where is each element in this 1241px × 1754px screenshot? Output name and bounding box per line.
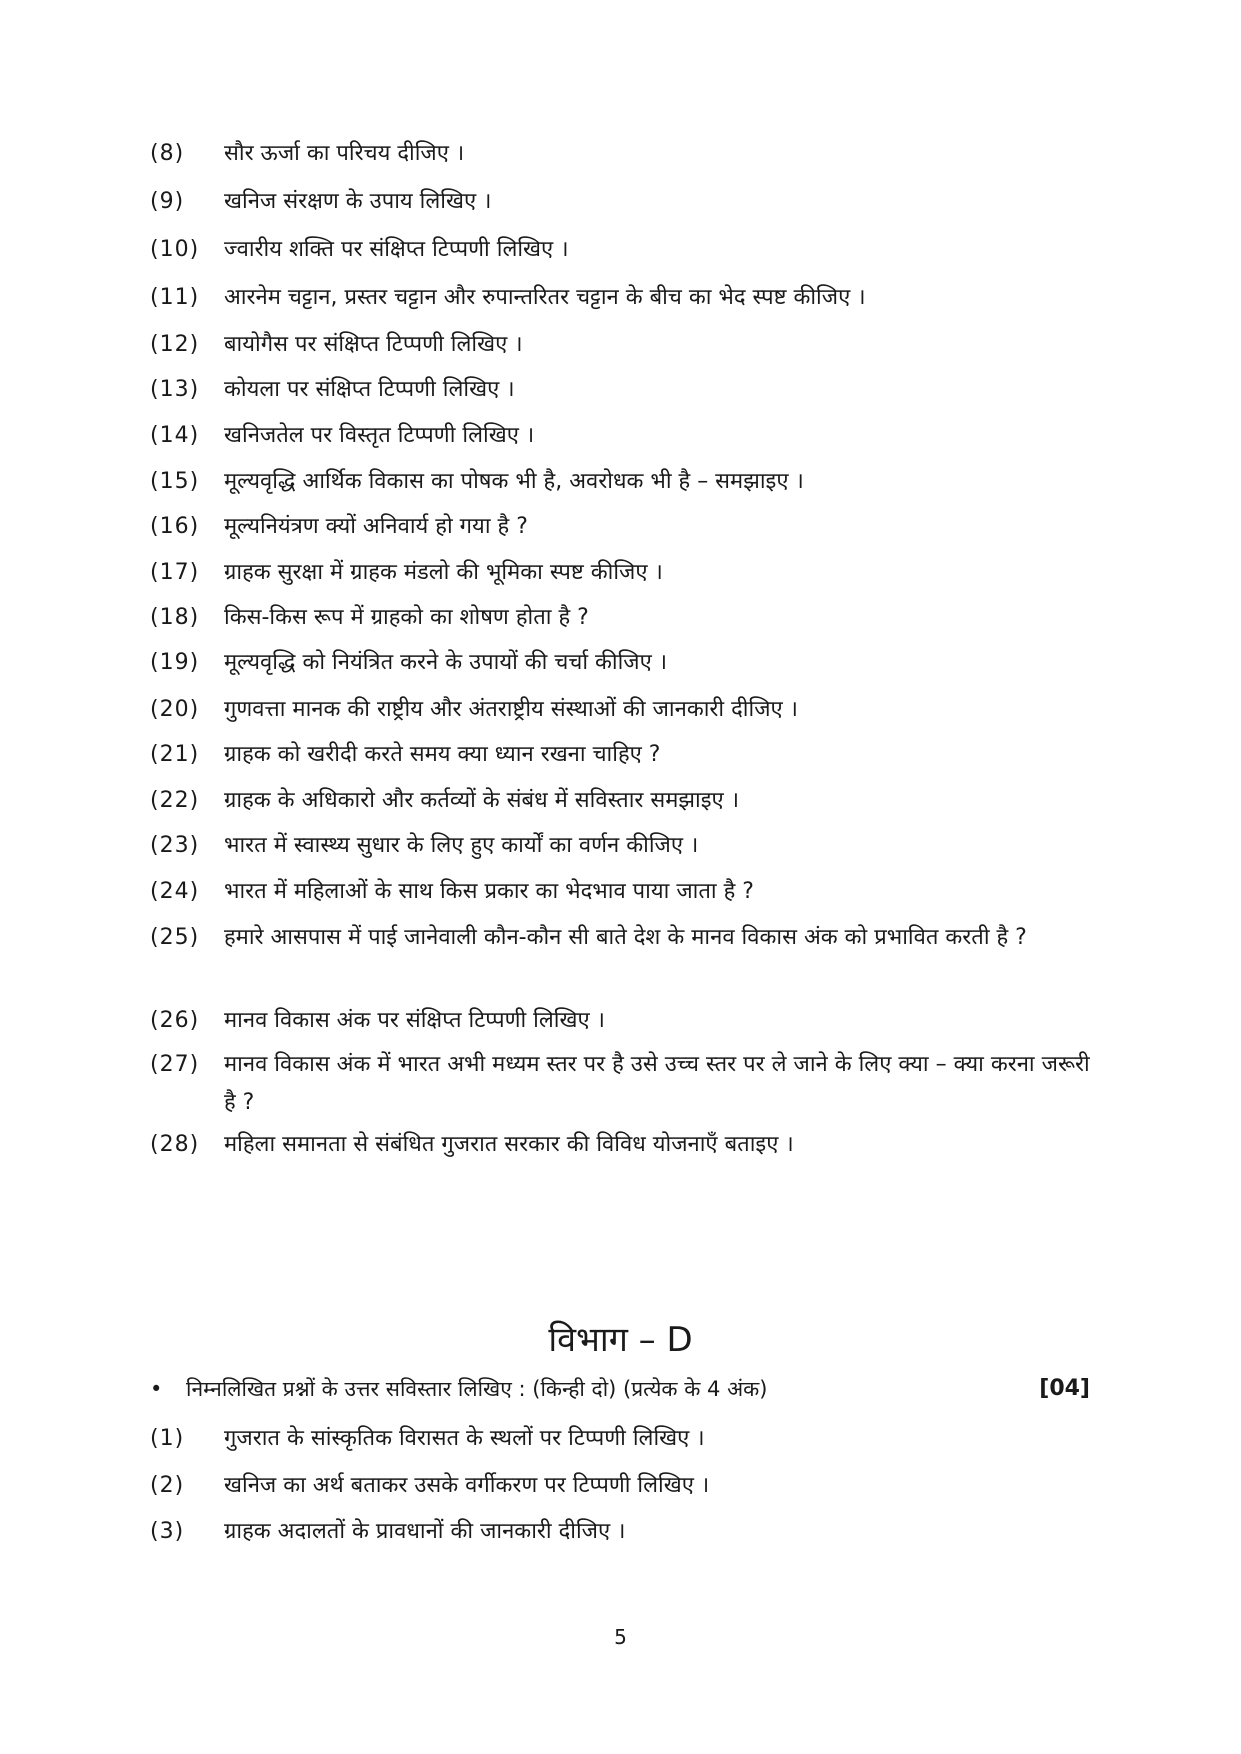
question-text: मूल्यवृद्धि आर्थिक विकास का पोषक भी है, अवरोधक भी है – समझाइए । xyxy=(224,469,804,494)
question-9 xyxy=(150,183,1100,221)
question-19 xyxy=(150,644,1100,682)
question-text: गुणवत्ता मानक की राष्ट्रीय और अंतराष्ट्रीय संस्थाओं की जानकारी दीजिए । xyxy=(224,697,799,722)
question-text: खनिज संरक्षण के उपाय लिखिए । xyxy=(224,189,492,214)
question-number: (14) xyxy=(150,423,200,448)
question-text: बायोगैस पर संक्षिप्त टिप्पणी लिखिए । xyxy=(224,332,523,357)
question-number: (27) xyxy=(150,1052,200,1077)
question-text: हमारे आसपास में पाई जानेवाली कौन-कौन सी बाते देश के मानव विकास अंक को प्रभावित करती है ? xyxy=(224,925,1027,950)
question-text: कोयला पर संक्षिप्त टिप्पणी लिखिए । xyxy=(224,377,515,402)
question-24 xyxy=(150,873,1100,911)
question-number: (19) xyxy=(150,650,200,675)
question-18 xyxy=(150,599,1100,637)
question-number: (16) xyxy=(150,514,200,539)
question-number: (8) xyxy=(150,141,185,166)
page-number: 5 xyxy=(614,1625,627,1649)
question-text: ग्राहक को खरीदी करते समय क्या ध्यान रखना चाहिए ? xyxy=(224,742,661,767)
question-text: महिला समानता से संबंधित गुजरात सरकार की विविध योजनाएँ बताइए । xyxy=(224,1132,794,1157)
section-question-3 xyxy=(150,1513,1100,1551)
question-text: मूल्यनियंत्रण क्यों अनिवार्य हो गया है ? xyxy=(224,514,528,539)
question-number: (24) xyxy=(150,879,200,904)
question-text: मूल्यवृद्धि को नियंत्रित करने के उपायों की चर्चा कीजिए । xyxy=(224,650,668,675)
question-text: ग्राहक अदालतों के प्रावधानों की जानकारी दीजिए । xyxy=(224,1519,626,1544)
question-13 xyxy=(150,371,1100,409)
question-11 xyxy=(150,279,1100,317)
question-text: मानव विकास अंक में भारत अभी मध्यम स्तर पर है उसे उच्च स्तर पर ले जाने के लिए क्या – क्या करना जरूरी है ? xyxy=(224,1052,1090,1115)
question-number: (20) xyxy=(150,697,200,722)
question-text: ग्राहक के अधिकारो और कर्तव्यों के संबंध में सविस्तार समझाइए । xyxy=(224,788,740,813)
question-text: ग्राहक सुरक्षा में ग्राहक मंडलो की भूमिका स्पष्ट कीजिए । xyxy=(224,560,663,585)
question-14 xyxy=(150,417,1100,455)
question-10 xyxy=(150,231,1100,269)
question-25 xyxy=(150,919,1100,957)
question-17 xyxy=(150,554,1100,592)
section-question-1 xyxy=(150,1420,1100,1458)
question-number: (1) xyxy=(150,1426,185,1451)
question-8 xyxy=(150,135,1100,173)
question-28 xyxy=(150,1126,1100,1164)
question-text: सौर ऊर्जा का परिचय दीजिए । xyxy=(224,141,465,166)
question-21 xyxy=(150,736,1100,774)
question-16 xyxy=(150,508,1100,546)
question-number: (11) xyxy=(150,285,200,310)
question-23 xyxy=(150,827,1100,865)
question-text: भारत में स्वास्थ्य सुधार के लिए हुए कार्यों का वर्णन कीजिए । xyxy=(224,833,699,858)
question-number: (15) xyxy=(150,469,200,494)
question-number: (25) xyxy=(150,925,200,950)
question-15 xyxy=(150,463,1100,501)
question-number: (12) xyxy=(150,332,200,357)
question-text: आरनेम चट्टान, प्रस्तर चट्टान और रुपान्तरितर चट्टान के बीच का भेद स्पष्ट कीजिए । xyxy=(224,285,866,310)
question-number: (21) xyxy=(150,742,200,767)
question-text: मानव विकास अंक पर संक्षिप्त टिप्पणी लिखिए । xyxy=(224,1008,605,1033)
question-number: (10) xyxy=(150,237,200,262)
question-number: (13) xyxy=(150,377,200,402)
instruction-text: निम्नलिखित प्रश्नों के उत्तर सविस्तार लिखिए : (किन्ही दो) (प्रत्येक के 4 अंक) xyxy=(186,1377,768,1401)
question-20 xyxy=(150,691,1100,729)
question-number: (23) xyxy=(150,833,200,858)
question-number: (2) xyxy=(150,1473,185,1498)
question-number: (26) xyxy=(150,1008,200,1033)
question-text: ज्वारीय शक्ति पर संक्षिप्त टिप्पणी लिखिए । xyxy=(224,237,569,262)
question-text: खनिज का अर्थ बताकर उसके वर्गीकरण पर टिप्पणी लिखिए । xyxy=(224,1473,710,1498)
question-number: (22) xyxy=(150,788,200,813)
question-number: (28) xyxy=(150,1132,200,1157)
question-number: (9) xyxy=(150,189,185,214)
section-heading: विभाग – D xyxy=(548,1320,693,1360)
question-text: किस-किस रूप में ग्राहको का शोषण होता है ? xyxy=(224,605,589,630)
question-22 xyxy=(150,782,1100,820)
bullet-icon: • xyxy=(150,1377,163,1401)
question-text: गुजरात के सांस्कृतिक विरासत के स्थलों पर टिप्पणी लिखिए । xyxy=(224,1426,705,1451)
question-12 xyxy=(150,326,1100,364)
question-26 xyxy=(150,1002,1100,1040)
section-question-2 xyxy=(150,1467,1100,1505)
question-number: (18) xyxy=(150,605,200,630)
question-text: खनिजतेल पर विस्तृत टिप्पणी लिखिए । xyxy=(224,423,535,448)
question-number: (3) xyxy=(150,1519,185,1544)
marks-label: [04] xyxy=(1039,1376,1090,1401)
question-text: भारत में महिलाओं के साथ किस प्रकार का भेदभाव पाया जाता है ? xyxy=(224,879,754,904)
question-number: (17) xyxy=(150,560,200,585)
section-instruction xyxy=(150,1370,1090,1408)
question-27 xyxy=(150,1046,1100,1122)
